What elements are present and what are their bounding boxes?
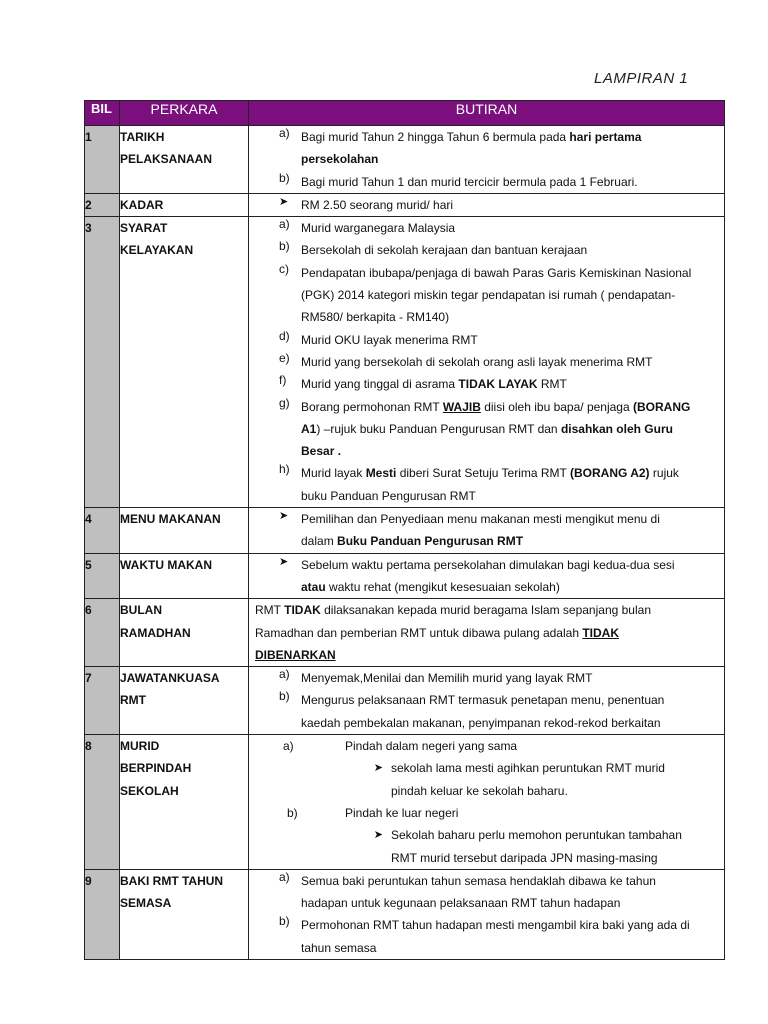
list-marker — [249, 351, 301, 373]
table-row — [85, 869, 725, 959]
row-perkara — [120, 869, 249, 959]
item-letter: b) — [279, 914, 290, 929]
list-marker — [249, 914, 301, 959]
text-line — [301, 554, 724, 576]
row-number — [85, 667, 120, 735]
row-number-text: 7 — [85, 671, 92, 686]
item-letter: b) — [279, 239, 290, 254]
list-text — [301, 462, 724, 507]
row-number-text: 9 — [85, 873, 92, 888]
list-text — [301, 667, 724, 689]
text-line: RMT murid tersebut daripada JPN masing-masing — [391, 850, 658, 865]
text-line — [301, 530, 724, 552]
list-marker — [249, 217, 301, 239]
list-text — [301, 217, 724, 239]
perkara-line: SEMASA — [120, 896, 172, 911]
text-run: atau — [301, 579, 326, 594]
row-perkara — [120, 217, 249, 508]
text-run: disahkan oleh Guru — [560, 421, 673, 436]
table-row — [85, 553, 725, 599]
item-letter: c) — [279, 261, 289, 276]
text-run: dilaksanakan kepada murid beragama Islam sepanjang bulan — [320, 603, 651, 618]
item-letter: e) — [279, 350, 290, 365]
text-run: Ramadhan dan pemberian RMT untuk dibawa pulang adalah — [255, 625, 583, 640]
text-run: RM 2.50 seorang murid/ hari — [301, 197, 454, 212]
text-run: (PGK) 2014 kategori miskin tegar pendapatan isi rumah ( pendapatan- — [301, 288, 676, 303]
text-run: diisi oleh ibu bapa/ penjaga — [480, 399, 633, 414]
text-run: Bersekolah di sekolah kerajaan dan bantuan kerajaan — [301, 243, 588, 258]
list-text — [301, 351, 724, 373]
table-row — [85, 126, 725, 194]
text-run: Murid yang bersekolah di sekolah orang asli layak menerima RMT — [301, 354, 653, 369]
perkara-line: PELAKSANAAN — [120, 152, 213, 167]
table-row — [85, 193, 725, 216]
list-marker — [249, 757, 391, 802]
list-item — [249, 689, 724, 734]
text-line — [301, 440, 724, 462]
row-butiran — [249, 735, 725, 870]
text-line — [301, 373, 724, 395]
item-letter: a) — [283, 739, 294, 754]
arrow-bullet-icon: ➤ — [373, 762, 383, 775]
text-run: WAJIB — [442, 399, 481, 414]
list-text — [301, 373, 724, 395]
text-line — [301, 712, 724, 734]
row-number-text: 5 — [85, 557, 92, 572]
item-letter: a) — [279, 217, 290, 232]
list-marker — [249, 396, 301, 463]
item-letter: g) — [279, 395, 290, 410]
list-text — [301, 914, 724, 959]
sub-item — [249, 757, 724, 802]
nested-item-text: Pindah ke luar negeri — [345, 805, 459, 820]
text-line — [301, 508, 724, 530]
perkara-line: RMT — [120, 693, 146, 708]
list-item — [249, 351, 724, 373]
row-butiran — [249, 869, 725, 959]
item-letter: a) — [279, 126, 290, 140]
list-text — [301, 870, 724, 915]
list-item — [249, 126, 724, 171]
list-item — [249, 194, 724, 216]
item-letter: f) — [279, 373, 287, 388]
row-number-text: 6 — [85, 603, 92, 618]
list-marker — [249, 329, 301, 351]
list-marker — [249, 171, 301, 193]
text-run: rujuk — [649, 466, 679, 481]
list-item — [249, 508, 724, 553]
nested-item — [249, 735, 724, 757]
list-item — [249, 914, 724, 959]
item-letter: b) — [279, 170, 290, 185]
list-text — [391, 824, 724, 869]
text-run: Menyemak,Menilai dan Memilih murid yang layak RMT — [301, 671, 593, 686]
text-run: RMT — [537, 377, 567, 392]
text-run: Murid OKU layak menerima RMT — [301, 332, 478, 347]
nested-item — [249, 802, 724, 824]
perkara-line: MENU MAKANAN — [120, 512, 221, 527]
text-line — [301, 239, 724, 261]
list-text — [301, 396, 724, 463]
row-butiran — [249, 599, 725, 667]
list-marker — [249, 194, 301, 216]
row-perkara — [120, 126, 249, 194]
text-run: Pendapatan ibubapa/penjaga di bawah Paras Garis Kemiskinan Nasional — [301, 265, 692, 280]
list-text — [301, 194, 724, 216]
arrow-bullet-icon: ➤ — [279, 510, 289, 523]
table-row — [85, 217, 725, 508]
list-item — [249, 462, 724, 507]
list-marker — [249, 462, 301, 507]
list-marker — [249, 870, 301, 915]
text-line — [301, 194, 724, 216]
text-line — [301, 126, 724, 148]
arrow-bullet-icon: ➤ — [279, 555, 289, 568]
text-run: TIDAK LAYAK — [458, 377, 538, 392]
text-line — [301, 418, 724, 440]
list-marker — [249, 554, 301, 599]
text-run: diberi Surat Setuju Terima RMT — [396, 466, 570, 481]
lampiran-label: LAMPIRAN 1 — [594, 70, 689, 87]
item-letter: d) — [279, 328, 290, 343]
row-butiran — [249, 667, 725, 735]
list-item — [249, 171, 724, 193]
text-line — [301, 262, 724, 284]
text-run: hadapan untuk kegunaan pelaksanaan RMT tahun hadapan — [301, 896, 621, 911]
text-run: Pemilihan dan Penyediaan menu makanan mesti mengikut menu di — [301, 512, 660, 527]
header-bil: BIL — [85, 101, 120, 126]
text-line — [301, 462, 724, 484]
list-marker — [249, 126, 301, 171]
item-letter: h) — [279, 462, 290, 477]
text-line — [301, 329, 724, 351]
text-run: dalam — [301, 534, 338, 549]
perkara-line: WAKTU MAKAN — [120, 557, 212, 572]
row-number — [85, 599, 120, 667]
text-run: TIDAK — [582, 625, 619, 640]
arrow-bullet-icon: ➤ — [279, 195, 289, 208]
row-number-text: 1 — [85, 130, 92, 144]
text-line — [301, 937, 724, 959]
table-row — [85, 667, 725, 735]
perkara-line: JAWATANKUASA — [120, 671, 220, 686]
table-body — [85, 126, 725, 960]
text-line: sekolah lama mesti agihkan peruntukan RMT murid — [391, 761, 665, 776]
text-line — [255, 622, 724, 644]
text-line — [301, 914, 724, 936]
list-item — [249, 373, 724, 395]
text-run: RM580/ berkapita - RM140) — [301, 310, 450, 325]
rmt-table — [84, 100, 725, 960]
row-butiran — [249, 553, 725, 599]
header-butiran: BUTIRAN — [249, 101, 725, 126]
text-run: Bagi murid Tahun 1 dan murid tercicir bermula pada 1 Februari. — [301, 174, 638, 189]
perkara-line: SYARAT — [120, 221, 168, 236]
text-run: kaedah pembekalan makanan, penyimpanan rekod-rekod berkaitan — [301, 715, 661, 730]
text-run: Permohonan RMT tahun hadapan mesti mengambil kira baki yang ada di — [301, 918, 690, 933]
text-line — [301, 351, 724, 373]
row-butiran — [249, 126, 725, 194]
text-run: Besar . — [301, 444, 342, 459]
text-line — [255, 599, 724, 621]
perkara-line: BULAN — [120, 603, 162, 618]
row-number-text: 2 — [85, 197, 92, 212]
item-letter: b) — [287, 805, 298, 820]
list-item — [249, 217, 724, 239]
table-row — [85, 508, 725, 554]
text-run: buku Panduan Pengurusan RMT — [301, 488, 476, 503]
text-line: pindah keluar ke sekolah baharu. — [391, 783, 568, 798]
text-run: tahun semasa — [301, 940, 377, 955]
list-item — [249, 554, 724, 599]
list-marker — [249, 262, 301, 329]
list-item — [249, 667, 724, 689]
list-item — [249, 262, 724, 329]
list-text — [301, 689, 724, 734]
row-number — [85, 126, 120, 194]
text-line — [301, 284, 724, 306]
item-letter: a) — [279, 869, 290, 884]
row-number-text: 3 — [85, 221, 92, 236]
header-perkara: PERKARA — [120, 101, 249, 126]
text-run: ) –rujuk buku Panduan Pengurusan RMT dan — [316, 421, 561, 436]
list-marker — [249, 373, 301, 395]
row-number — [85, 735, 120, 870]
text-line — [301, 396, 724, 418]
row-perkara — [120, 508, 249, 554]
table-row — [85, 599, 725, 667]
row-perkara — [120, 599, 249, 667]
perkara-line: KELAYAKAN — [120, 243, 194, 258]
text-line — [301, 306, 724, 328]
list-marker — [249, 508, 301, 553]
text-run: A1 — [301, 421, 317, 436]
text-run: hari pertama — [569, 130, 642, 144]
text-run: RMT — [255, 603, 285, 618]
text-run: persekolahan — [301, 152, 379, 167]
item-letter: b) — [279, 689, 290, 704]
row-number — [85, 193, 120, 216]
text-line — [301, 485, 724, 507]
perkara-line: SEKOLAH — [120, 783, 179, 798]
sub-item — [249, 824, 724, 869]
text-run: Murid yang tinggal di asrama — [301, 377, 459, 392]
text-run: Buku Panduan Pengurusan RMT — [337, 534, 524, 549]
list-item — [249, 396, 724, 463]
text-run: DIBENARKAN — [255, 647, 336, 662]
text-line: Sekolah baharu perlu memohon peruntukan tambahan — [391, 828, 682, 843]
list-item — [249, 329, 724, 351]
text-run: Murid warganegara Malaysia — [301, 221, 456, 236]
text-run: (BORANG A2) — [570, 466, 650, 481]
text-run: (BORANG — [633, 399, 691, 414]
row-number-text: 4 — [85, 512, 92, 527]
text-line — [301, 576, 724, 598]
list-text — [301, 262, 724, 329]
item-letter: a) — [279, 667, 290, 682]
text-line — [301, 667, 724, 689]
row-number — [85, 508, 120, 554]
row-perkara — [120, 735, 249, 870]
row-butiran — [249, 508, 725, 554]
list-text — [391, 757, 724, 802]
row-perkara — [120, 553, 249, 599]
list-text — [301, 554, 724, 599]
list-item — [249, 870, 724, 915]
arrow-bullet-icon: ➤ — [373, 829, 383, 842]
text-run: Semua baki peruntukan tahun semasa hendaklah dibawa ke tahun — [301, 873, 656, 888]
perkara-line: BERPINDAH — [120, 761, 192, 776]
text-run: Bagi murid Tahun 2 hingga Tahun 6 bermula pada — [301, 130, 570, 144]
perkara-line: RAMADHAN — [120, 625, 191, 640]
text-run: TIDAK — [284, 603, 321, 618]
list-marker — [249, 667, 301, 689]
row-number — [85, 553, 120, 599]
row-number — [85, 217, 120, 508]
text-run: Borang permohonan RMT — [301, 399, 443, 414]
row-butiran — [249, 193, 725, 216]
list-marker — [249, 239, 301, 261]
list-text — [301, 508, 724, 553]
text-line — [301, 217, 724, 239]
text-line — [301, 148, 724, 170]
text-line — [301, 892, 724, 914]
plain-text — [249, 599, 724, 666]
table-header-row — [85, 101, 725, 126]
row-perkara — [120, 667, 249, 735]
text-run: Mengurus pelaksanaan RMT termasuk penetapan menu, penentuan — [301, 693, 665, 708]
text-run: waktu rehat (mengikut kesesuaian sekolah) — [325, 579, 560, 594]
table-row — [85, 735, 725, 870]
list-marker — [249, 824, 391, 869]
perkara-line: BAKI RMT TAHUN — [120, 873, 224, 888]
list-text — [301, 239, 724, 261]
text-line — [301, 171, 724, 193]
list-text — [301, 126, 724, 171]
text-line — [255, 644, 724, 666]
list-item — [249, 239, 724, 261]
list-text — [301, 171, 724, 193]
row-number — [85, 869, 120, 959]
list-text — [301, 329, 724, 351]
list-marker — [249, 689, 301, 734]
perkara-line: MURID — [120, 739, 160, 754]
text-line — [301, 870, 724, 892]
row-perkara — [120, 193, 249, 216]
text-run: Murid layak — [301, 466, 366, 481]
nested-item-text: Pindah dalam negeri yang sama — [345, 739, 518, 754]
text-run: Mesti — [365, 466, 397, 481]
perkara-line: KADAR — [120, 197, 164, 212]
row-butiran — [249, 217, 725, 508]
perkara-line: TARIKH — [120, 130, 165, 144]
row-number-text: 8 — [85, 739, 92, 754]
text-line — [301, 689, 724, 711]
text-run: Sebelum waktu pertama persekolahan dimulakan bagi kedua-dua sesi — [301, 557, 675, 572]
